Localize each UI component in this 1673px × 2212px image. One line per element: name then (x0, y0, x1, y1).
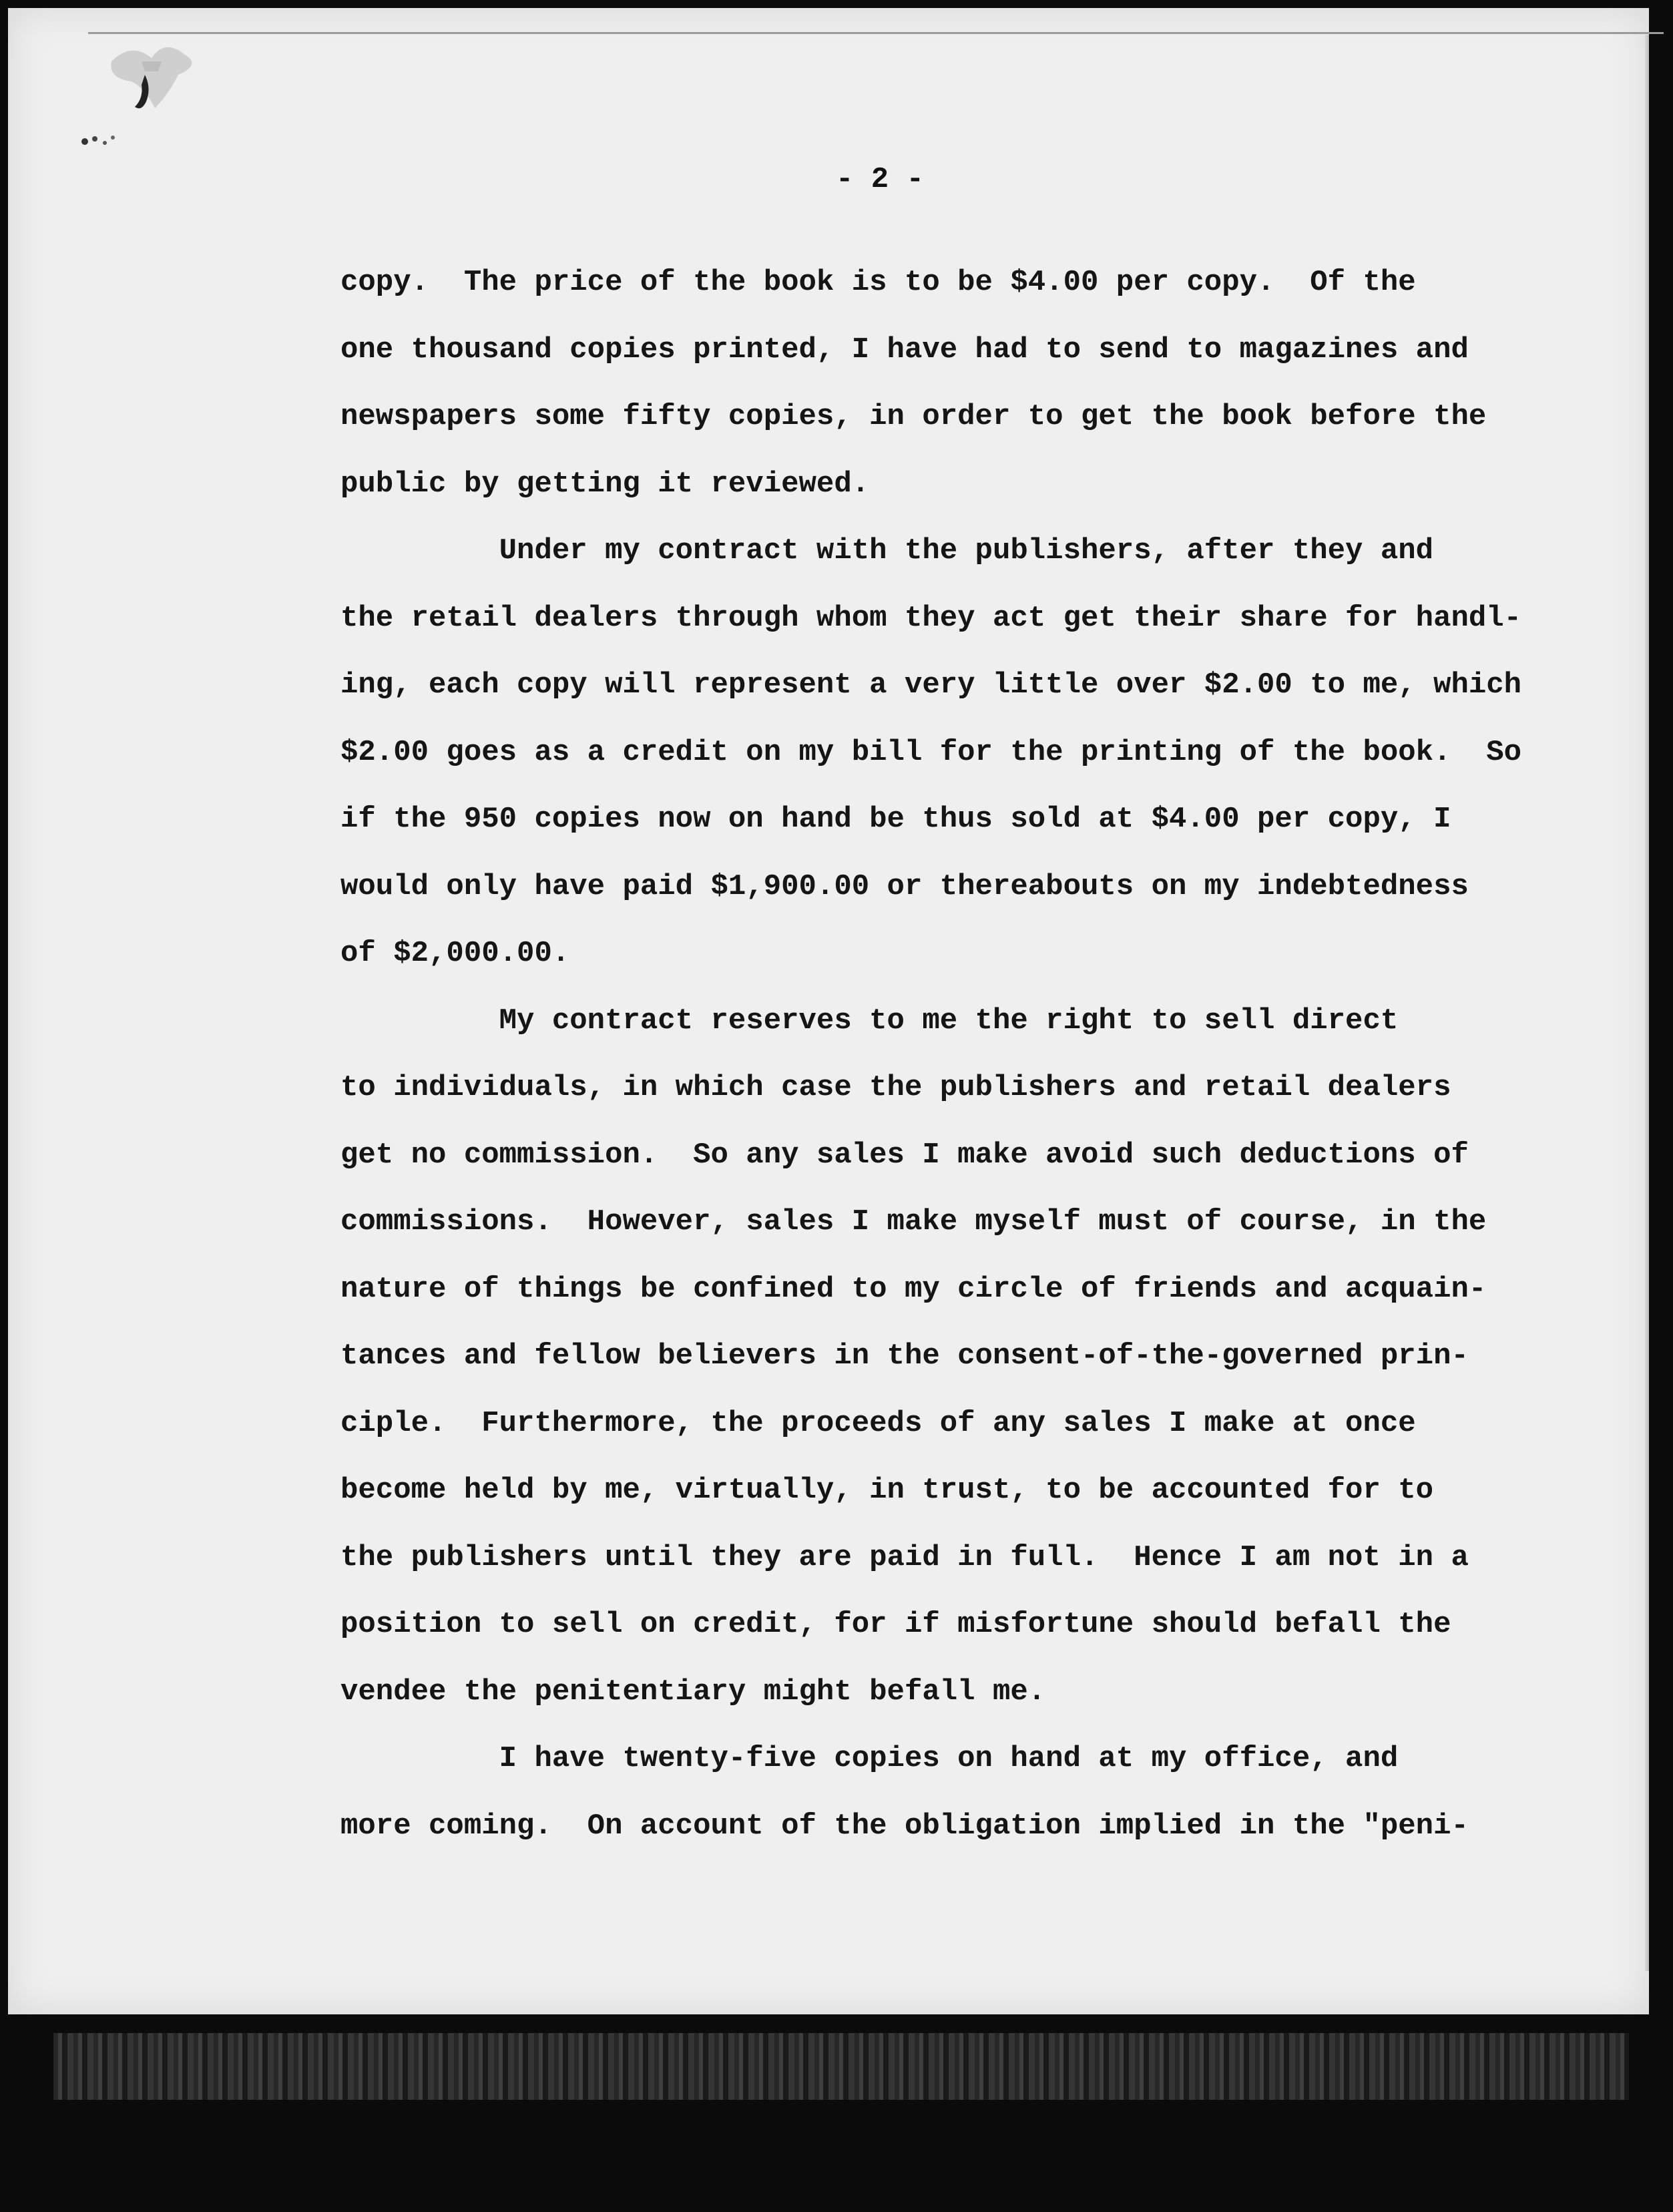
body-text (340, 262, 1522, 1872)
text-line: vendee the penitentiary might befall me. (340, 1675, 1046, 1709)
text-line: the retail dealers through whom they act get their share for handl- (340, 601, 1522, 635)
text-line: more coming. On account of the obligation implied in the "peni- (340, 1809, 1469, 1843)
text-line: commissions. However, sales I make myself must of course, in the (340, 1205, 1487, 1239)
text-line: copy. The price of the book is to be $4.00 per copy. Of the (340, 266, 1416, 299)
text-line: $2.00 goes as a credit on my bill for the printing of the book. So (340, 735, 1522, 769)
text-line: if the 950 copies now on hand be thus sold at $4.00 per copy, I (340, 803, 1451, 836)
document-page (8, 8, 1649, 2014)
page-number: - 2 - (836, 163, 925, 196)
text-line: nature of things be confined to my circle of friends and acquain- (340, 1272, 1487, 1306)
ink-speck-decoration (71, 128, 132, 155)
text-line: I have twenty-five copies on hand at my office, and (340, 1742, 1399, 1775)
ink-blot-decoration (105, 35, 205, 122)
text-line: become held by me, virtually, in trust, to be accounted for to (340, 1474, 1434, 1507)
text-line: ciple. Furthermore, the proceeds of any sales I make at once (340, 1406, 1416, 1440)
scan-bottom-border (53, 2033, 1629, 2100)
text-line: of $2,000.00. (340, 937, 570, 970)
text-line: public by getting it reviewed. (340, 467, 870, 501)
text-line: newspapers some fifty copies, in order to get the book before the (340, 400, 1487, 433)
text-line: tances and fellow believers in the consent-of-the-governed prin- (340, 1339, 1469, 1373)
text-line: get no commission. So any sales I make avoid such deductions of (340, 1138, 1469, 1172)
text-line: My contract reserves to me the right to sell direct (340, 1004, 1399, 1038)
text-line: would only have paid $1,900.00 or thereabouts on my indebtedness (340, 869, 1469, 903)
text-line: one thousand copies printed, I have had to send to magazines and (340, 333, 1469, 367)
page-top-edge (88, 32, 1664, 34)
text-line: Under my contract with the publishers, after they and (340, 534, 1434, 568)
text-line: to individuals, in which case the publishers and retail dealers (340, 1071, 1451, 1104)
text-line: ing, each copy will represent a very little over $2.00 to me, which (340, 668, 1522, 702)
text-line: the publishers until they are paid in full. Hence I am not in a (340, 1540, 1469, 1574)
text-line: position to sell on credit, for if misfortune should befall the (340, 1608, 1451, 1641)
